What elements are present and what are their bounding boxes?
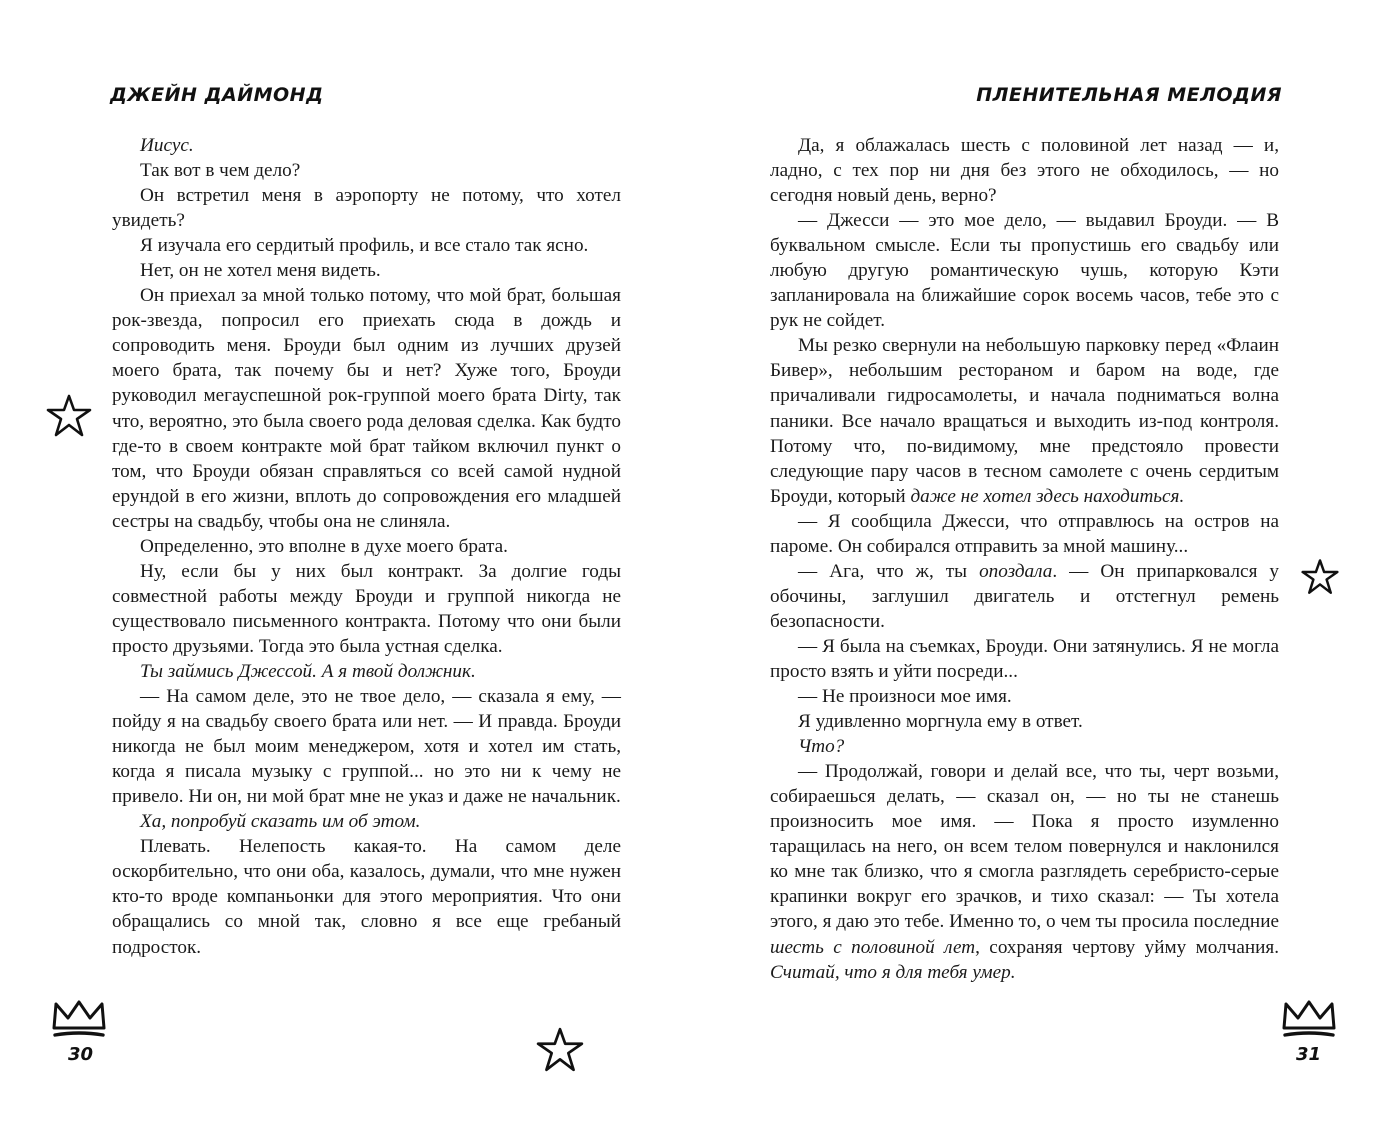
paragraph [770, 634, 1279, 684]
paragraph [112, 183, 621, 233]
paragraph [112, 834, 621, 959]
italic-text: Что? [798, 736, 845, 758]
star-icon [45, 393, 93, 439]
paragraph [770, 208, 1279, 333]
paragraph [770, 684, 1279, 709]
paragraph [770, 559, 1279, 634]
italic-text: Иисус. [140, 135, 194, 156]
paragraph [770, 133, 1279, 208]
paragraph [112, 283, 621, 533]
paragraph [770, 333, 1279, 508]
paragraph [112, 258, 621, 283]
text-run: Я изучала его сердитый профиль, и все стало так ясно. [140, 235, 589, 257]
text-run: Мы резко свернули на небольшую парковку перед «Флаин Бивер», небольшим рестораном и баром на воде, где причаливали гидросамолеты, и начала подниматься волна паники. Все начало вращаться и выходить из-под контроля. Потому что, по-видимому, мне предстояло провести следующие пару часов в тесном самолете с очень сердитым Броуди, который [770, 335, 1279, 507]
text-run: Он приехал за мной только потому, что мой брат, большая рок-звезда, попросил его приехать сюда в дождь и сопроводить меня. Броуди был одним из лучших друзей моего брата, так почему бы и нет? Хуже того, Броуди руководил мегауспешной рок-группой моего брата Dirty, так что, вероятно, это была своего рода деловая сделка. Как будто где-то в своем контракте мой брат тайком включил пункт о том, что Броуди обязан справляться со всей самой нудной ерундой в его жизни, вплоть до сопровождения его младшей сестры на свадьбу, чтобы она не слиняла. [112, 285, 621, 532]
paragraph [112, 684, 621, 809]
crown-icon [1280, 998, 1338, 1040]
italic-text: Ты займись Джессой. А я твой должник. [140, 660, 476, 682]
page-number-right: 31 [1296, 1044, 1322, 1065]
paragraph [112, 809, 621, 834]
italic-text: Считай, что я для тебя умер. [770, 961, 1016, 983]
text-run: Так вот в чем дело? [140, 160, 301, 182]
text-run: Определенно, это вполне в духе моего брата. [140, 535, 508, 557]
paragraph [770, 734, 1279, 759]
paragraph [112, 659, 621, 684]
text-run: Ну, если бы у них был контракт. За долгие годы совместной работы между Броуди и группой никогда не существовало письменного контракта. Потому что они были просто друзьями. Тогда это была устная сделка. [112, 560, 621, 657]
text-run: Плевать. Нелепость какая-то. На самом деле оскорбительно, что они оба, казалось, думали, что мне нужен кто-то вроде компаньонки для этого мероприятия. Что они обращались со мной так, словно я все еще гребаный подросток. [112, 836, 621, 958]
text-run: — Не произноси мое имя. [798, 686, 1012, 708]
paragraph [112, 158, 621, 183]
paragraph [770, 759, 1279, 984]
crown-icon [50, 998, 108, 1040]
text-run: — Я была на съемках, Броуди. Они затянулись. Я не могла просто взять и уйти посреди... [770, 635, 1279, 682]
text-run: Я удивленно моргнула ему в ответ. [798, 711, 1083, 733]
italic-text: шесть с половиной лет [770, 936, 976, 958]
italic-text: даже не хотел здесь находиться. [910, 485, 1185, 507]
text-run: . — Он припарковался у обочины, заглушил двигатель и отстегнул ремень безопасности. [770, 560, 1280, 632]
italic-text: опоздала [979, 560, 1053, 582]
text-run: — Я сообщила Джесси, что отправлюсь на остров на пароме. Он собирался отправить за мной машину... [770, 510, 1279, 557]
text-run: Да, я облажалась шесть с половиной лет назад — и, ладно, с тех пор ни дня без этого не обходилось, — но сегодня новый день, верно? [770, 135, 1279, 207]
page-number-left: 30 [68, 1044, 94, 1065]
text-run: — Продолжай, говори и делай все, что ты, черт возьми, собираешься делать, — сказал он, — но ты не станешь произносить мое имя. — Пока я просто изумленно таращилась на него, он всем телом повернулся и наклонился ко мне так близко, что я смогла разглядеть серебристо-серые крапинки вокруг его зрачков, и тихо сказал: — Ты хотела этого, я даю это тебе. Именно то, о чем ты просила последние [770, 761, 1279, 933]
paragraph [770, 709, 1279, 734]
italic-text: Ха, попробуй сказать им об этом. [140, 811, 421, 833]
paragraph [112, 559, 621, 659]
text-run: — На самом деле, это не твое дело, — сказала я ему, — пойду я на свадьбу своего брата или нет. — И правда. Броуди никогда не был моим менеджером, хотя и хотел им стать, когда я писала музыку с группой... но это ни к чему не привело. Ни он, ни мой брат мне не указ и даже не начальник. [112, 686, 621, 808]
running-header-title: ПЛЕНИТЕЛЬНАЯ МЕЛОДИЯ [976, 84, 1282, 106]
paragraph [112, 534, 621, 559]
running-header-author: ДЖЕЙН ДАЙМОНД [110, 84, 324, 106]
paragraph [112, 133, 621, 158]
left-page-text [112, 133, 621, 960]
text-run: Нет, он не хотел меня видеть. [140, 260, 381, 282]
text-run: — Ага, что ж, ты [798, 560, 980, 582]
text-run: Он встретил меня в аэропорту не потому, что хотел увидеть? [112, 185, 621, 232]
text-run: , сохраняя чертову уйму молчания. [975, 936, 1279, 958]
star-icon [1300, 558, 1340, 596]
text-run: — Джесси — это мое дело, — выдавил Броуди. — В буквальном смысле. Если ты пропустишь его свадьбу или любую другую романтическую чушь, которую Кэти запланировала на ближайшие сорок восемь часов, тебе это с рук не сойдет. [770, 210, 1279, 332]
right-page-text [770, 133, 1279, 985]
paragraph [770, 509, 1279, 559]
star-icon [535, 1026, 585, 1074]
paragraph [112, 233, 621, 258]
